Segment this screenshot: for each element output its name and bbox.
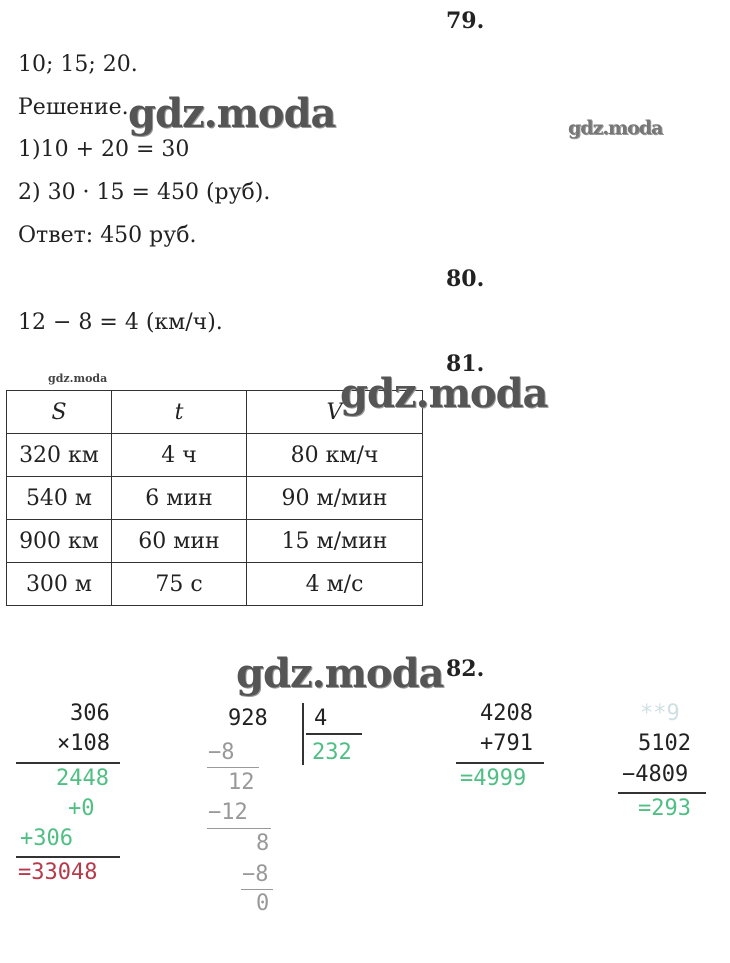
add-result: =4999 <box>460 766 527 791</box>
mult-partial-1: 2448 <box>56 766 109 791</box>
div-rule-1 <box>207 767 259 768</box>
task-79-answer: Ответ: 450 руб. <box>18 223 197 248</box>
table-row <box>7 563 423 606</box>
mult-rule-1 <box>16 762 120 764</box>
header-distance: S <box>7 391 112 434</box>
task-79-data: 10; 15; 20. <box>18 52 138 77</box>
sub-operand-a: 5102 <box>638 731 691 756</box>
watermark: gdz.moda <box>48 372 108 385</box>
motion-table <box>6 390 423 606</box>
sub-hint: **9 <box>640 701 680 726</box>
header-speed: V <box>247 391 423 434</box>
table-cell: 320 км <box>7 434 112 477</box>
div-rule-2 <box>207 828 271 829</box>
table-cell: 6 мин <box>112 477 247 520</box>
task-81-number: 81. <box>446 351 485 377</box>
task-82-number: 82. <box>446 656 485 682</box>
task-80-equation: 12 − 8 = 4 (км/ч). <box>18 310 223 335</box>
watermark: gdz.moda <box>340 370 548 417</box>
div-bracket <box>302 703 304 765</box>
table-cell: 4 ч <box>112 434 247 477</box>
div-subtrahend-1: −8 <box>208 740 235 765</box>
div-divisor-rule <box>306 733 362 735</box>
task-79-solution-label: Решение. <box>18 95 129 120</box>
div-subtrahend-3: −8 <box>242 862 269 887</box>
add-operand-a: 4208 <box>480 701 533 726</box>
mult-partial-2: +0 <box>68 796 95 821</box>
table-cell: 80 км/ч <box>247 434 423 477</box>
header-time: t <box>112 391 247 434</box>
div-quotient: 232 <box>312 740 352 765</box>
watermark: gdz.moda <box>128 90 336 137</box>
add-rule <box>456 762 544 764</box>
mult-operand-b: ×108 <box>57 731 110 756</box>
div-rule-3 <box>241 889 273 890</box>
watermark: gdz.moda <box>236 650 444 697</box>
div-remainder-2: 8 <box>256 831 270 856</box>
div-dividend: 928 <box>228 706 268 731</box>
table-cell: 90 м/мин <box>247 477 423 520</box>
mult-rule-2 <box>16 856 120 858</box>
sub-operand-b: −4809 <box>622 762 689 787</box>
table-cell: 4 м/с <box>247 563 423 606</box>
table-row <box>7 434 423 477</box>
table-cell: 60 мин <box>112 520 247 563</box>
mult-result: =33048 <box>18 860 98 885</box>
mult-partial-3: +306 <box>20 826 73 851</box>
watermark: gdz.moda <box>568 117 663 139</box>
mult-operand-a: 306 <box>70 701 110 726</box>
sub-result: =293 <box>638 796 691 821</box>
table-row <box>7 520 423 563</box>
table-cell: 75 с <box>112 563 247 606</box>
sub-rule <box>618 792 706 794</box>
div-divisor: 4 <box>314 706 328 731</box>
div-remainder-1: 12 <box>228 770 255 795</box>
div-subtrahend-2: −12 <box>208 800 248 825</box>
add-operand-b: +791 <box>480 731 533 756</box>
table-cell: 900 км <box>7 520 112 563</box>
div-remainder-3: 0 <box>256 891 270 916</box>
task-80-number: 80. <box>446 266 485 292</box>
task-79-step-1: 1)10 + 20 = 30 <box>18 137 190 162</box>
table-cell: 540 м <box>7 477 112 520</box>
task-79-step-2: 2) 30 · 15 = 450 (руб). <box>18 180 271 205</box>
table-cell: 15 м/мин <box>247 520 423 563</box>
table-cell: 300 м <box>7 563 112 606</box>
task-79-number: 79. <box>446 8 485 34</box>
table-row <box>7 477 423 520</box>
